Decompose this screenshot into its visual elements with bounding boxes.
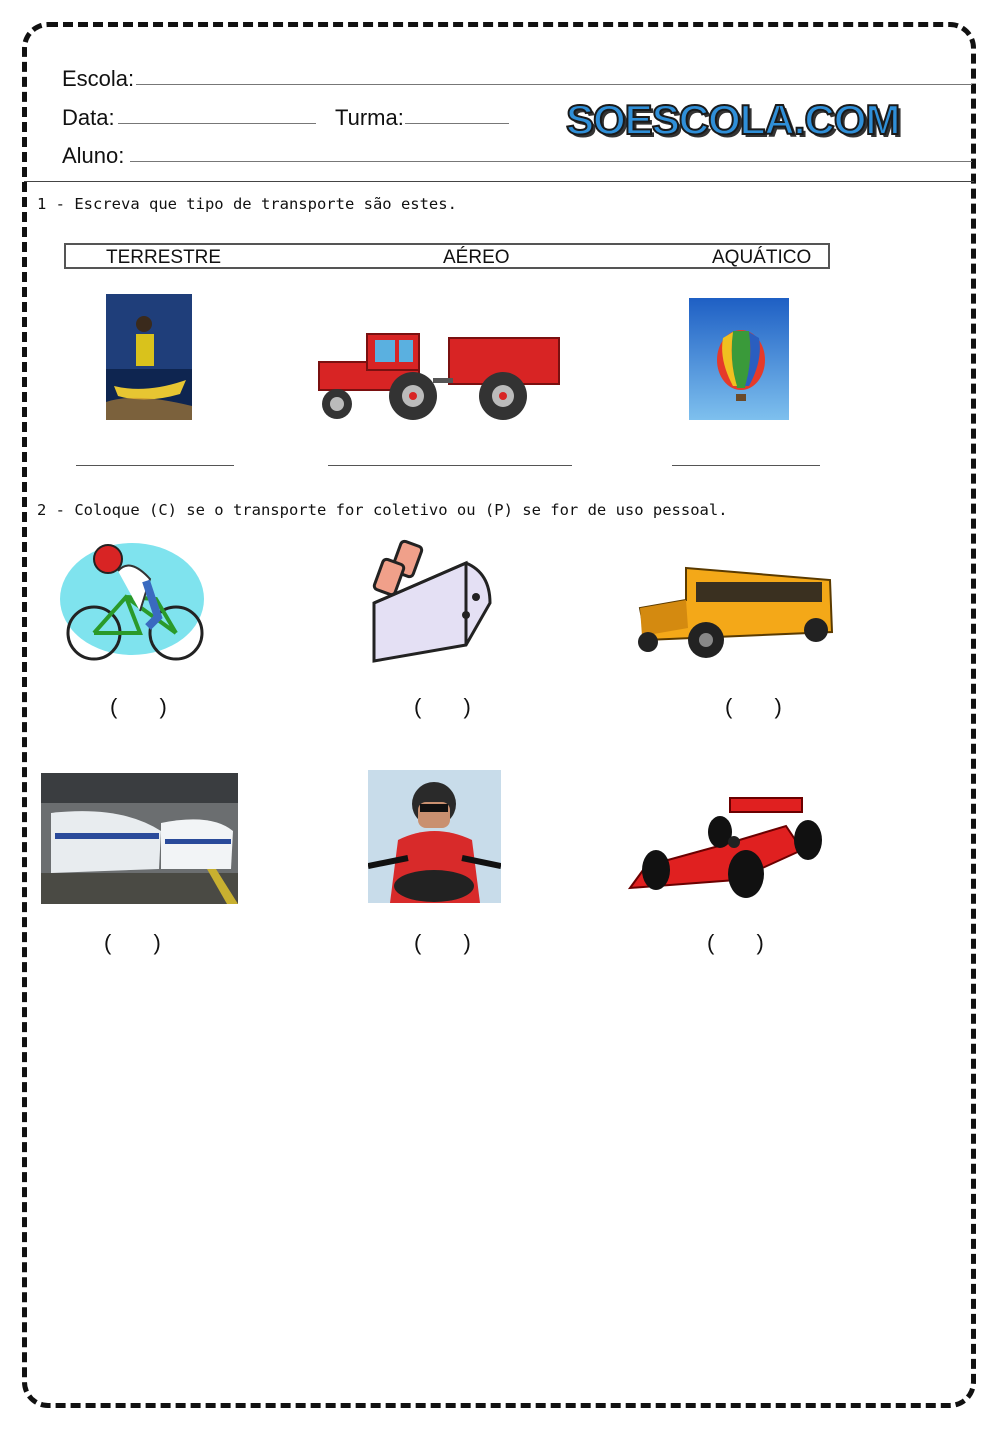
answer-box-bus[interactable]: ( ) — [725, 694, 800, 719]
question1-prompt: 1 - Escreva que tipo de transporte são estes. — [37, 195, 457, 213]
aluno-field[interactable] — [130, 161, 972, 162]
data-field[interactable] — [118, 123, 316, 124]
race-car-image — [626, 796, 826, 900]
answer-line-1[interactable] — [76, 465, 234, 466]
answer-line-3[interactable] — [672, 465, 820, 466]
school-bus-image — [626, 558, 836, 666]
aluno-label: Aluno: — [62, 143, 125, 168]
header-divider — [24, 181, 974, 182]
category-bank — [64, 243, 830, 269]
turma-field[interactable] — [405, 123, 509, 124]
escola-label: Escola: — [62, 66, 135, 91]
bullet-train-image — [41, 773, 238, 904]
category-aereo: AÉREO — [443, 247, 510, 268]
tractor-image — [315, 326, 565, 422]
category-terrestre: TERRESTRE — [106, 247, 222, 268]
answer-box-ship[interactable]: ( ) — [414, 694, 489, 719]
answer-box-train[interactable]: ( ) — [104, 930, 179, 955]
answer-box-motorcycle[interactable]: ( ) — [414, 930, 489, 955]
bicycle-image — [60, 537, 206, 665]
jet-ski-image — [106, 294, 192, 420]
category-aquatico: AQUÁTICO — [712, 247, 812, 268]
ship-image — [366, 533, 494, 667]
turma-label: Turma: — [335, 105, 404, 130]
escola-field[interactable] — [136, 84, 972, 85]
data-label: Data: — [62, 105, 115, 130]
answer-line-2[interactable] — [328, 465, 572, 466]
hot-air-balloon-image — [689, 298, 789, 420]
soescola-logo: SOESCOLA.COM — [566, 96, 900, 143]
answer-box-race-car[interactable]: ( ) — [707, 930, 782, 955]
answer-box-bicycle[interactable]: ( ) — [110, 694, 185, 719]
motorcycle-image — [368, 770, 501, 903]
question2-prompt: 2 - Coloque (C) se o transporte for coletivo ou (P) se for de uso pessoal. — [37, 501, 728, 519]
